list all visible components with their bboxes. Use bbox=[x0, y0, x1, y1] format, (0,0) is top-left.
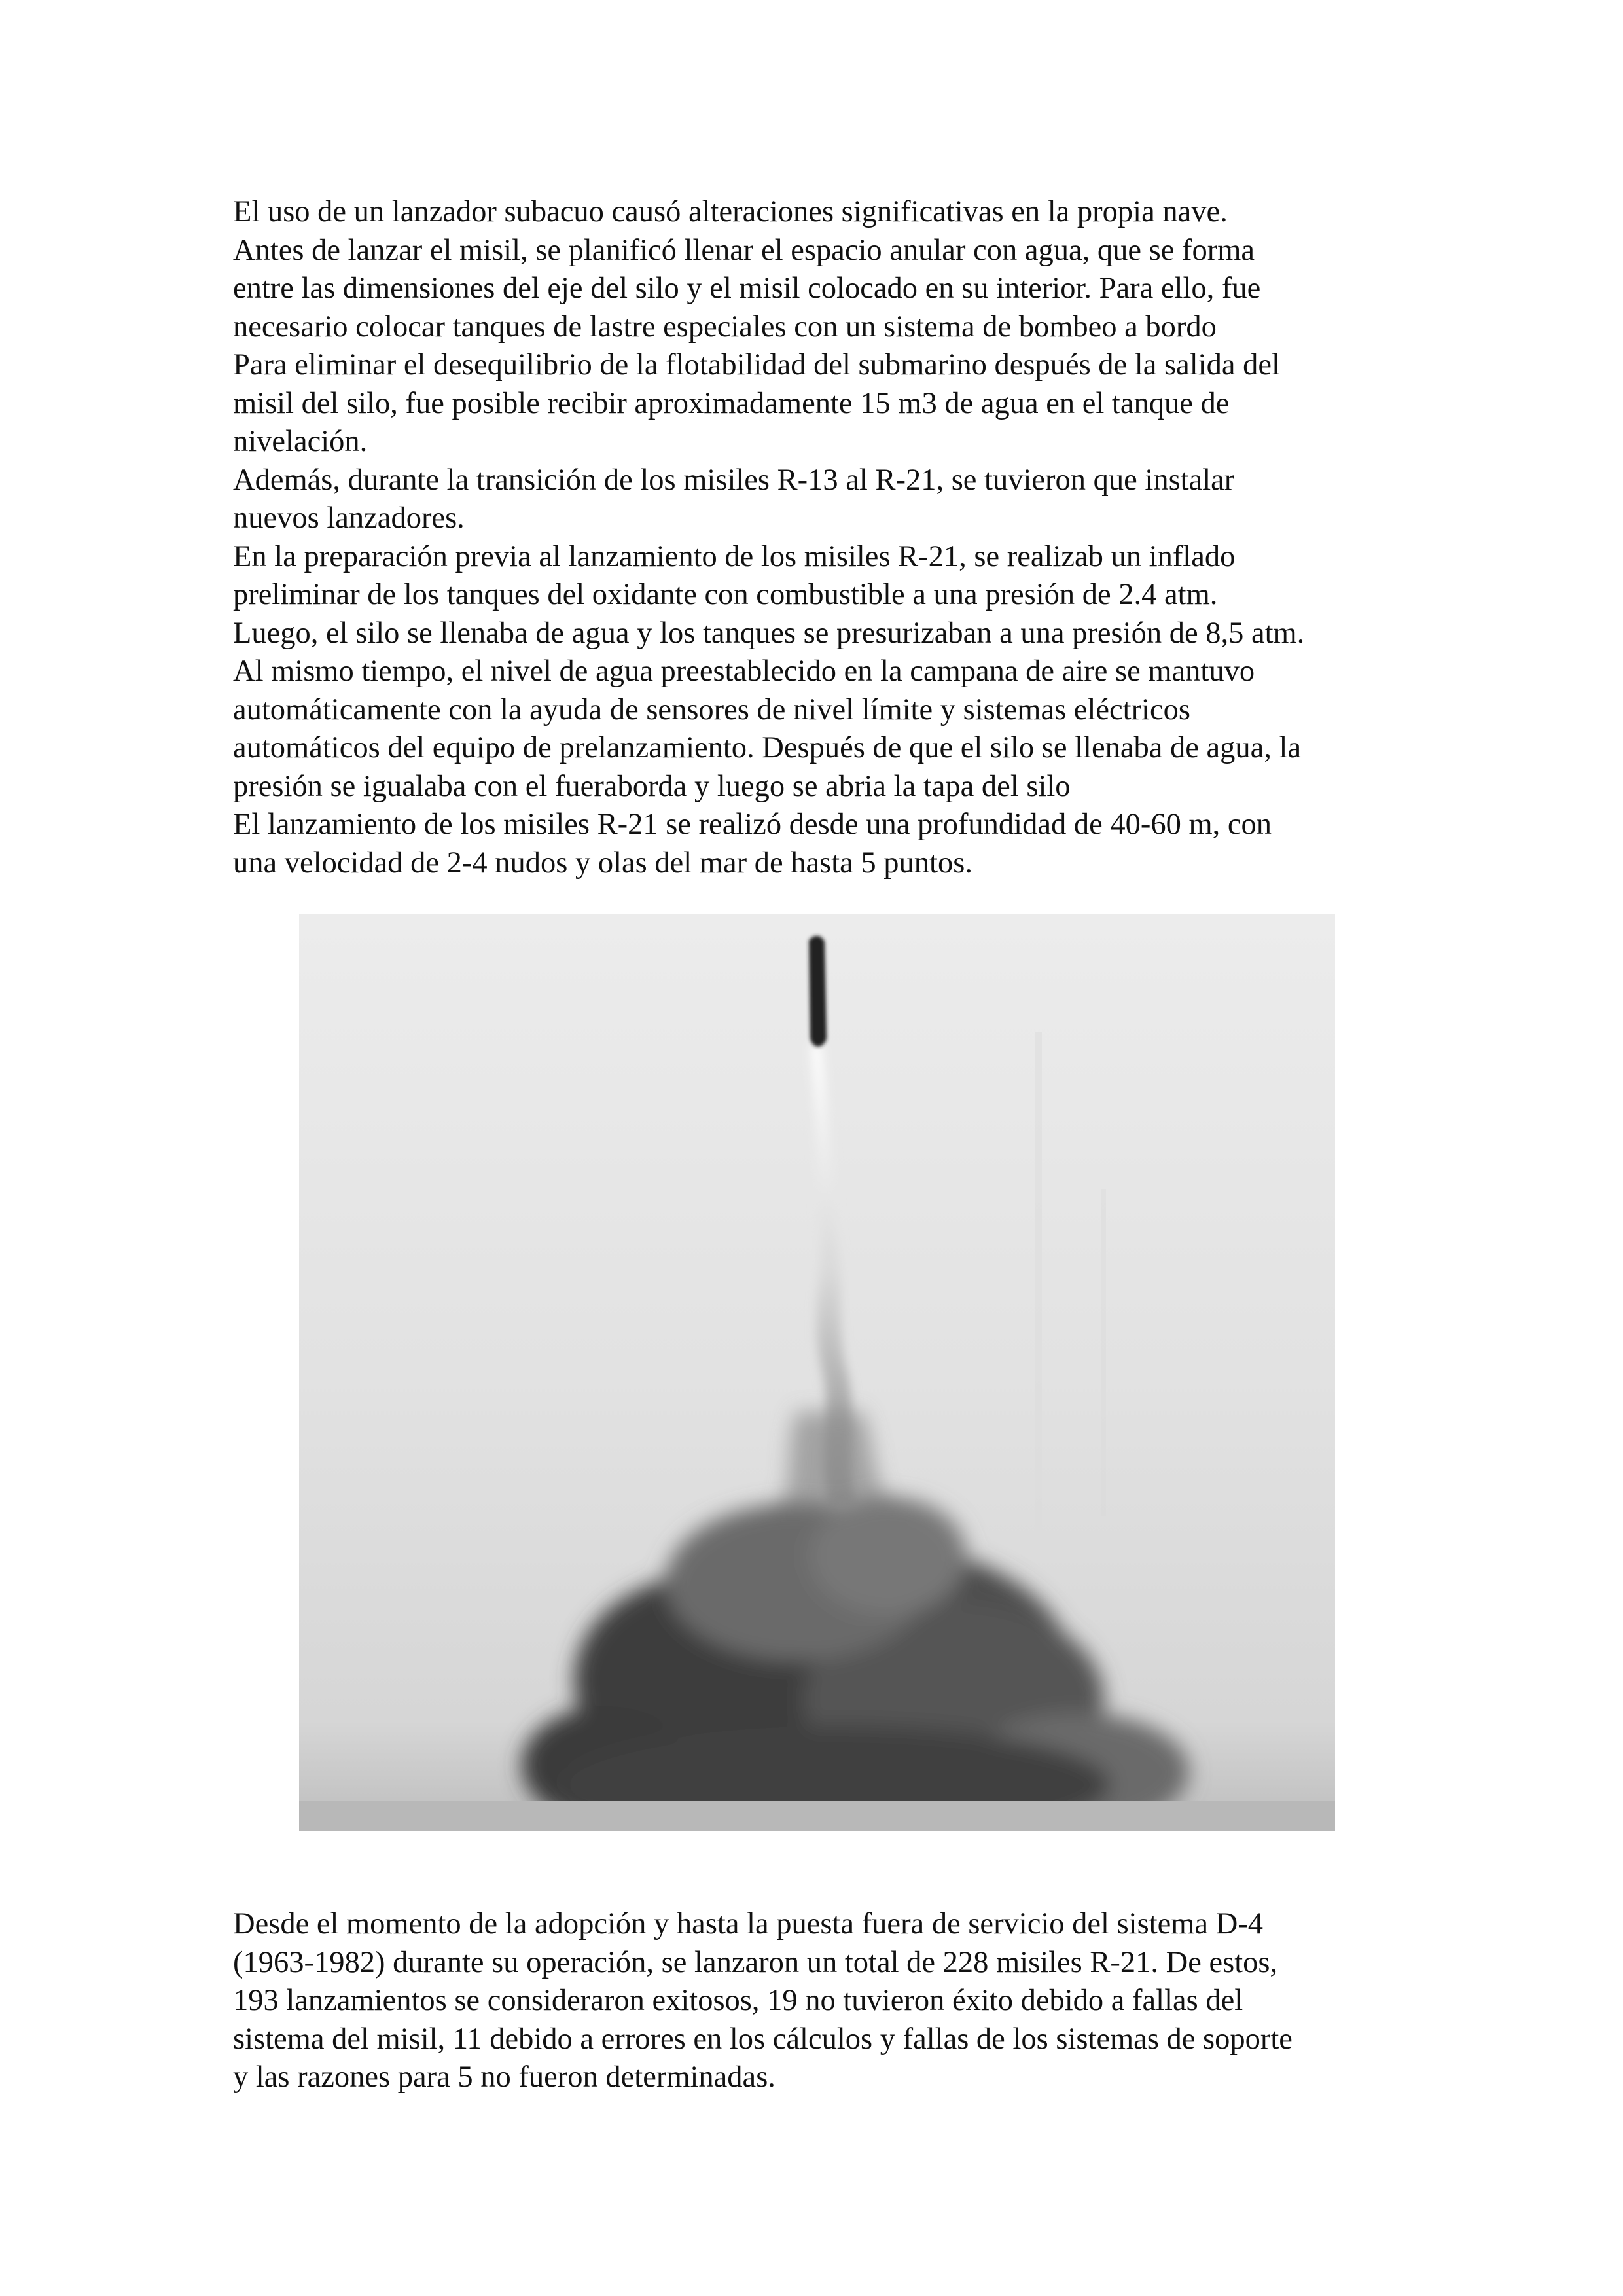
top-paragraph-line: necesario colocar tanques de lastre especiales con un sistema de bombeo a bordo bbox=[233, 310, 1217, 344]
top-paragraph-line: Además, durante la transición de los misiles R-13 al R-21, se tuvieron que instalar bbox=[233, 463, 1235, 497]
top-paragraph-line: Luego, el silo se llenaba de agua y los tanques se presurizaban a una presión de 8,5 atm. bbox=[233, 616, 1305, 650]
bottom-paragraph-line: y las razones para 5 no fueron determinadas. bbox=[233, 2060, 776, 2094]
top-paragraph-line: automáticos del equipo de prelanzamiento. Después de que el silo se llenaba de agua, la bbox=[233, 731, 1302, 764]
top-paragraph-line: presión se igualaba con el fueraborda y luego se abria la tapa del silo bbox=[233, 769, 1071, 803]
missile-launch-photo-graphic bbox=[299, 914, 1335, 1831]
top-paragraph-line: nivelación. bbox=[233, 425, 368, 458]
top-paragraph bbox=[233, 193, 1398, 882]
top-paragraph-line: Al mismo tiempo, el nivel de agua preestablecido en la campana de aire se mantuvo bbox=[233, 655, 1255, 688]
top-paragraph-line: entre las dimensiones del eje del silo y el misil colocado en su interior. Para ello, fue bbox=[233, 272, 1261, 305]
top-paragraph-line: En la preparación previa al lanzamiento de los misiles R-21, se realizab un inflado bbox=[233, 539, 1236, 573]
top-paragraph-line: Para eliminar el desequilibrio de la flotabilidad del submarino después de la salida del bbox=[233, 348, 1280, 382]
bottom-paragraph-line: 193 lanzamientos se consideraron exitosos, 19 no tuvieron éxito debido a fallas del bbox=[233, 1984, 1243, 2017]
top-paragraph-line: automáticamente con la ayuda de sensores de nivel límite y sistemas eléctricos bbox=[233, 692, 1190, 726]
top-paragraph-line: misil del silo, fue posible recibir aproximadamente 15 m3 de agua en el tanque de bbox=[233, 386, 1230, 420]
top-paragraph-line: Antes de lanzar el misil, se planificó llenar el espacio anular con agua, que se forma bbox=[233, 233, 1255, 267]
top-paragraph-line: El lanzamiento de los misiles R-21 se realizó desde una profundidad de 40-60 m, con bbox=[233, 808, 1272, 841]
missile-launch-photo bbox=[299, 914, 1335, 1831]
top-paragraph-line: preliminar de los tanques del oxidante con combustible a una presión de 2.4 atm. bbox=[233, 578, 1218, 611]
top-paragraph-line: El uso de un lanzador subacuo causó alteraciones significativas en la propia nave. bbox=[233, 195, 1228, 228]
bottom-paragraph bbox=[233, 1905, 1398, 2097]
bottom-paragraph-line: (1963-1982) durante su operación, se lanzaron un total de 228 misiles R-21. De estos, bbox=[233, 1945, 1278, 1979]
top-paragraph-line: una velocidad de 2-4 nudos y olas del mar de hasta 5 puntos. bbox=[233, 846, 972, 880]
bottom-paragraph-line: Desde el momento de la adopción y hasta la puesta fuera de servicio del sistema D-4 bbox=[233, 1907, 1264, 1941]
bottom-paragraph-line: sistema del misil, 11 debido a errores en los cálculos y fallas de los sistemas de soporte bbox=[233, 2022, 1293, 2056]
top-paragraph-line: nuevos lanzadores. bbox=[233, 501, 465, 535]
